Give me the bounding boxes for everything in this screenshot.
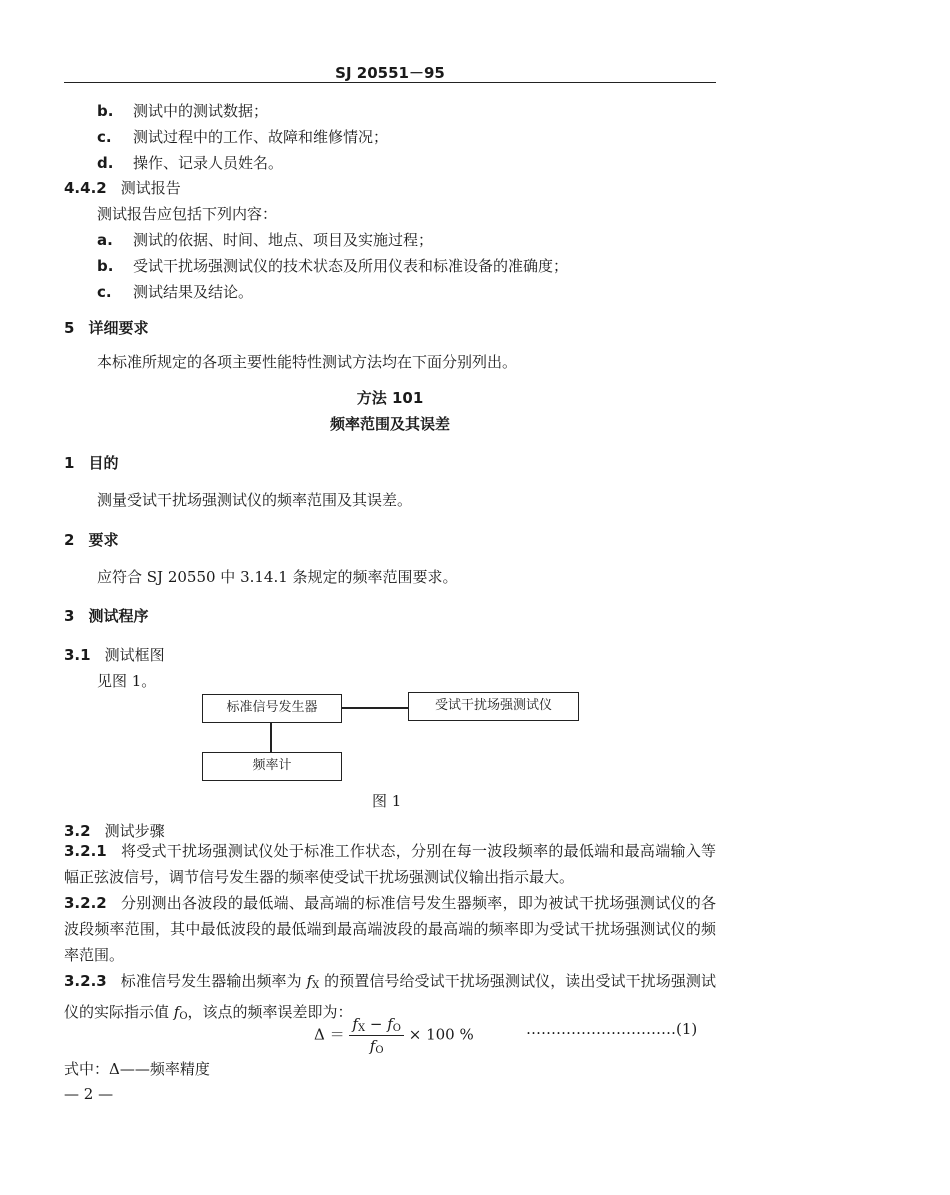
list-item (97, 101, 268, 121)
connector-line (270, 722, 272, 753)
where-clause: 式中：Δ——频率精度 (64, 1060, 210, 1078)
list-item (97, 256, 568, 276)
page-number: — 2 — (64, 1085, 114, 1103)
section-number: 3.2 (64, 822, 91, 840)
list-item-label: c. (97, 283, 112, 301)
section-2-body: 应符合 SJ 20550 中 3.14.1 条规定的频率范围要求。 (97, 568, 458, 586)
paragraph-text: ，该点的频率误差即为： (187, 1003, 353, 1021)
section-5-body: 本标准所规定的各项主要性能特性测试方法均在下面分别列出。 (97, 353, 518, 371)
list-item-text: 操作、记录人员姓名。 (133, 154, 284, 172)
figure-caption: 图 1 (372, 792, 402, 810)
list-item (97, 127, 388, 147)
signal-generator-box: 标准信号发生器 (202, 694, 342, 723)
paragraph-number: 3.2.3 (64, 972, 107, 990)
report-intro: 测试报告应包括下列内容： (97, 205, 278, 223)
section-title: 测试步骤 (104, 822, 165, 840)
method-title: 方法 101 (356, 389, 424, 407)
section-title: 测试框图 (104, 646, 165, 664)
paragraph-text: 将受式干扰场强测试仪处于标准工作状态，分别在每一波段频率的最低端和最高端输入等幅正弦波信号，调节信号发生器的频率使受试干扰场强测试仪输出指示最大。 (64, 842, 716, 886)
list-item (97, 282, 253, 302)
formula-denominator: $f_O$ (369, 1037, 384, 1056)
section-heading-2 (64, 530, 118, 550)
section-heading-4-4-2 (64, 178, 181, 198)
section-heading-5 (64, 318, 148, 338)
list-item-label: c. (97, 128, 112, 146)
section-3-1-body: 见图 1。 (97, 672, 157, 690)
frequency-counter-box: 频率计 (202, 752, 342, 781)
list-item-label: d. (97, 154, 114, 172)
paragraph-text: 标准信号发生器输出频率为 (120, 972, 307, 990)
list-item-text: 测试过程中的工作、故障和维修情况； (133, 128, 389, 146)
formula-lhs: Δ ＝ (314, 1025, 345, 1044)
list-item-label: a. (97, 231, 113, 249)
list-item-text: 测试的依据、时间、地点、项目及实施过程； (133, 231, 434, 249)
paragraph-3-2-1 (64, 838, 716, 890)
formula-leader: …………………………(1) (526, 1020, 698, 1038)
frequency-error-formula (314, 1015, 474, 1056)
formula-rhs: × 100 % (408, 1025, 474, 1044)
paragraph-text: 的预置信号给受试干扰场强测试仪，读出受试干扰场强测试仪的实际指示值 (64, 972, 716, 1021)
section-1-body: 测量受试干扰场强测试仪的频率范围及其误差。 (97, 491, 413, 509)
list-item (97, 230, 433, 250)
list-item-label: b. (97, 257, 114, 275)
paragraph-text: 分别测出各波段的最低端、最高端的标准信号发生器频率，即为被试干扰场强测试仪的各波段频率范围，其中最低波段的最低端到最高端波段的最高端的频率即为受试干扰场强测试仪的频率范围。 (64, 894, 716, 964)
section-heading-3 (64, 606, 148, 626)
list-item-text: 受试干扰场强测试仪的技术状态及所用仪表和标准设备的准确度； (133, 257, 569, 275)
receiver-box: 受试干扰场强测试仪 (408, 692, 579, 721)
section-title: 目的 (88, 454, 119, 472)
header-rule (64, 82, 716, 83)
section-number: 4.4.2 (64, 179, 107, 197)
section-heading-3-1 (64, 645, 165, 665)
list-item-text: 测试结果及结论。 (133, 283, 254, 301)
section-number: 3.1 (64, 646, 91, 664)
list-item (97, 153, 283, 173)
section-number: 3 (64, 607, 75, 625)
paragraph-number: 3.2.1 (64, 842, 107, 860)
symbol-fo: $f_O$ (173, 1003, 188, 1022)
list-item-text: 测试中的测试数据； (133, 102, 269, 120)
formula-numerator: $f_X - f_O$ (349, 1015, 404, 1036)
connector-line (341, 707, 408, 709)
paragraph-3-2-2 (64, 890, 716, 968)
method-subtitle: 频率范围及其误差 (329, 415, 450, 433)
section-number: 2 (64, 531, 75, 549)
list-item-label: b. (97, 102, 114, 120)
formula-fraction (349, 1015, 404, 1056)
paragraph-number: 3.2.2 (64, 894, 107, 912)
section-title: 测试报告 (120, 179, 181, 197)
section-title: 详细要求 (88, 319, 149, 337)
section-heading-1 (64, 453, 118, 473)
section-number: 5 (64, 319, 75, 337)
symbol-fx: $f_X$ (306, 972, 320, 991)
section-title: 测试程序 (88, 607, 149, 625)
section-title: 要求 (88, 531, 119, 549)
equation-number: (1) (676, 1020, 698, 1038)
section-number: 1 (64, 454, 75, 472)
standard-number-header: SJ 20551－95 (335, 64, 445, 82)
